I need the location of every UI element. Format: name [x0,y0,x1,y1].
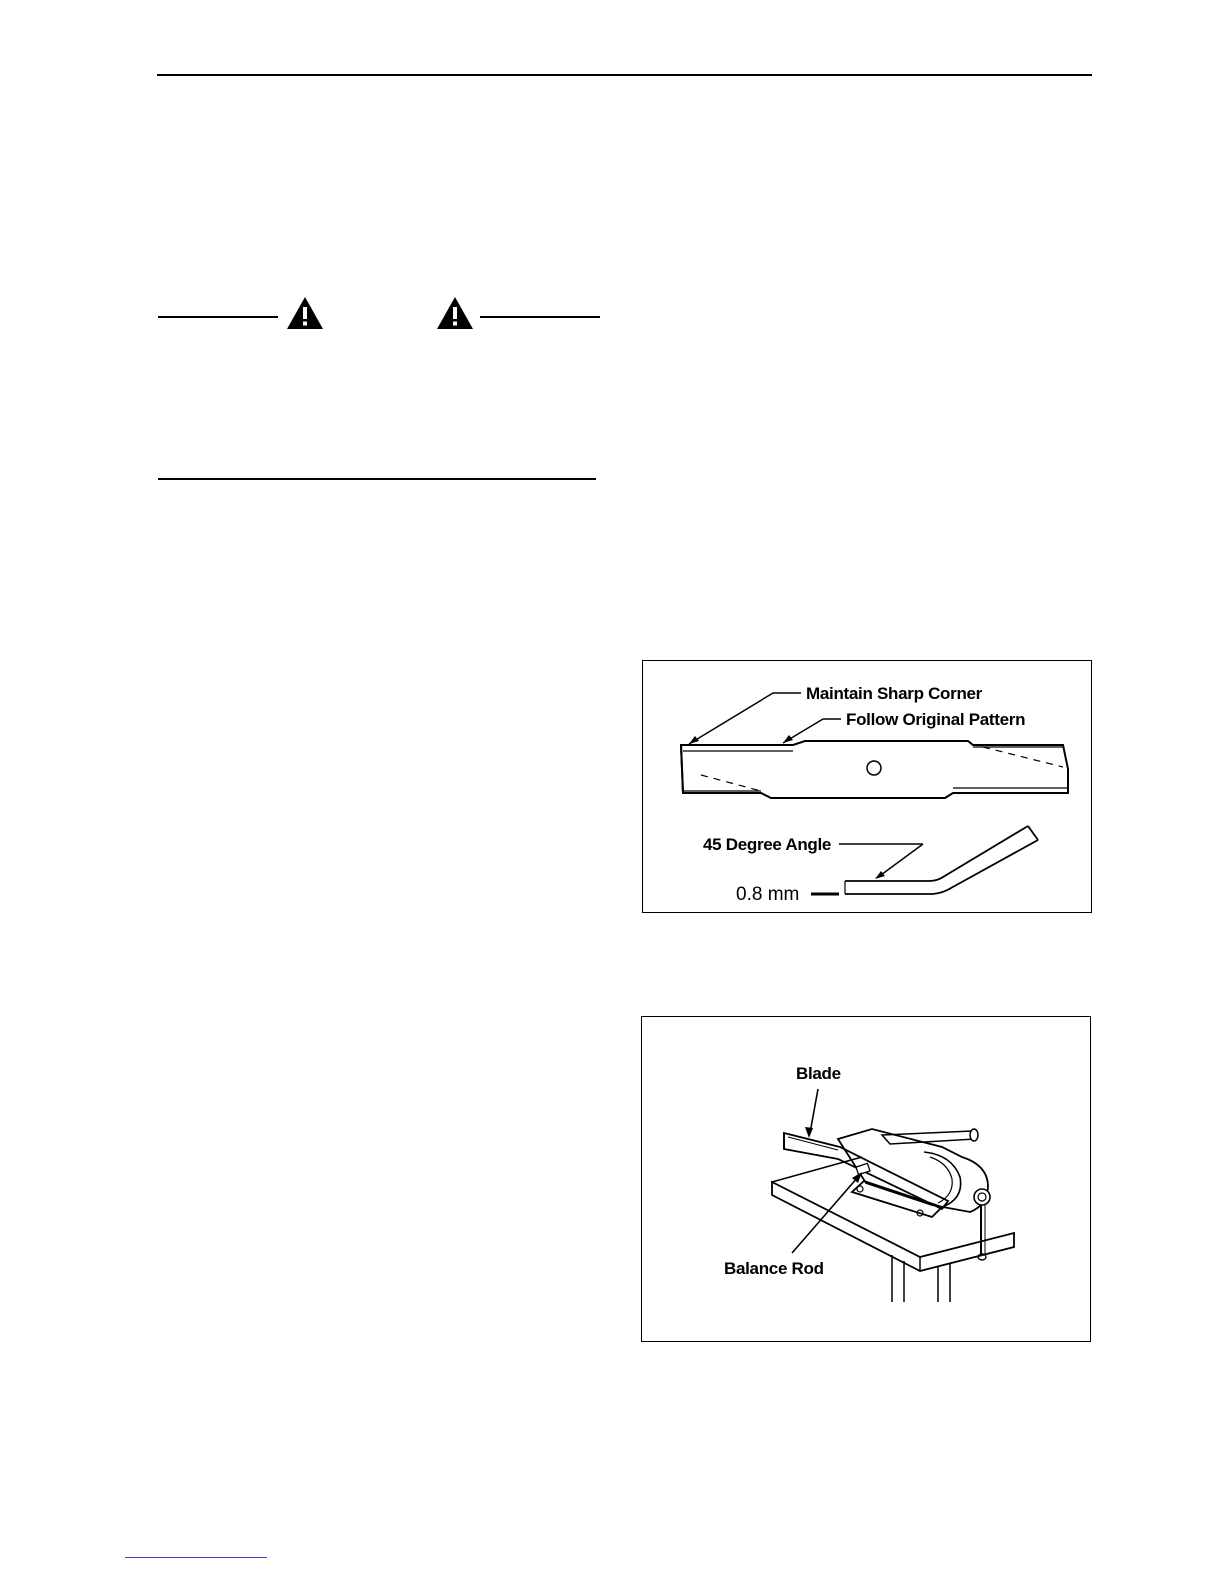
warning-rule-left [158,316,278,318]
header-rule [157,74,1092,76]
blade-balancing-drawing [642,1017,1092,1343]
warning-rule-right [480,316,600,318]
figure-blade-balancing [641,1016,1091,1342]
label-maintain-sharp-corner: Maintain Sharp Corner [806,684,983,703]
label-follow-original-pattern: Follow Original Pattern [846,710,1026,729]
warning-triangle-icon [286,296,324,330]
warning-end-rule [158,478,596,480]
warning-triangle-icon [436,296,474,330]
label-0-8-mm: 0.8 mm [736,884,800,905]
blade-sharpening-drawing [643,661,1093,914]
page-link-underline[interactable] [125,1557,267,1558]
label-blade: Blade [796,1064,841,1083]
blade-center-hole [867,761,881,775]
label-45-degree-angle: 45 Degree Angle [703,835,832,854]
label-balance-rod: Balance Rod [724,1259,824,1278]
figure-blade-sharpening [642,660,1092,913]
